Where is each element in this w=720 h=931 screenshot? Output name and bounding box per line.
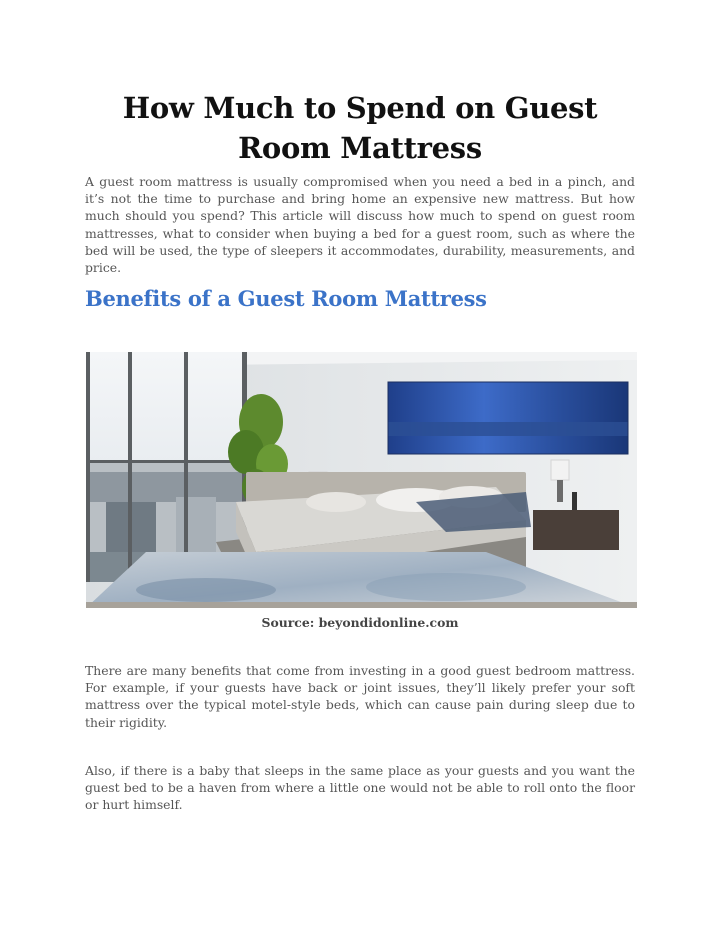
image-caption: Source: beyondidonline.com (261, 615, 459, 630)
body-paragraph: There are many benefits that come from investing in a good guest bedroom mattress. For example, if your guests have back or joint issues, they’ll likely prefer your soft mattress over the typical motel-style beds, which can cause pain during sleep due to their rigidity. (85, 663, 635, 730)
intro-paragraph: A guest room mattress is usually compromised when you need a bed in a pinch, and it’s not the time to purchase and bring home an expensive new mattress. But how much should you spend? This article will discuss how much to spend on guest room mattresses, what to consider when buying a bed for a guest room, such as where the bed will be used, the type of sleepers it accommodates, durability, measurements, and price. (85, 174, 635, 276)
bedroom-photo (86, 352, 637, 608)
body-paragraph: Also, if there is a baby that sleeps in the same place as your guests and you want the guest bed to be a haven from where a little one would not be able to roll onto the floor or hurt himself. (85, 763, 635, 813)
page-title: How Much to Spend on Guest Room Mattress (122, 91, 598, 165)
section-heading: Benefits of a Guest Room Mattress (85, 286, 487, 311)
